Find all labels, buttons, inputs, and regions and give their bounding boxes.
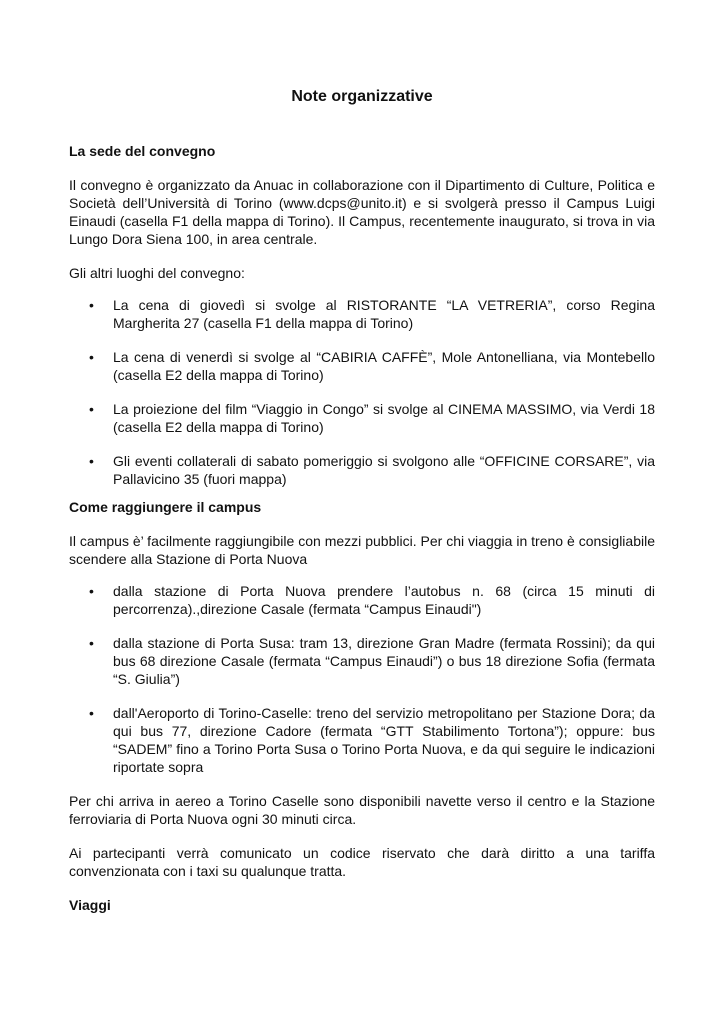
list-item-text: dall'Aeroporto di Torino-Caselle: treno del servizio metropolitano per Stazione Dora; da qui bus 77, direzione Cadore (fermata “GTT Stabilimento Tortona”); oppure: bus “SADEM” fino a Torino Porta Susa o Torino Porta Nuova, e da qui seguire le indicazioni riportate sopra: [113, 705, 655, 775]
bullet-icon: •: [89, 635, 94, 651]
directions-paragraph: Il campus è’ facilmente raggiungibile con mezzi pubblici. Per chi viaggia in treno è consigliabile scendere alla Stazione di Porta Nuova: [69, 533, 655, 567]
section-heading-directions: Come raggiungere il campus: [69, 499, 262, 515]
bullet-icon: •: [89, 349, 94, 365]
page-title: Note organizzative: [291, 88, 433, 105]
list-item-text: dalla stazione di Porta Nuova prendere l’autobus n. 68 (circa 15 minuti di percorrenza).,direzione Casale (fermata “Campus Einaudi"): [113, 583, 655, 617]
list-item-text: dalla stazione di Porta Susa: tram 13, direzione Gran Madre (fermata Rossini); da qui bus 68 direzione Casale (fermata “Campus Einaudi”) o bus 18 direzione Sofia (fermata “S. Giulia”): [113, 635, 655, 687]
list-item-text: Gli eventi collaterali di sabato pomeriggio si svolgono alle “OFFICINE CORSARE”, via Pallavicino 35 (fuori mappa): [113, 453, 655, 487]
locations-list: [69, 296, 655, 488]
list-item-text: La proiezione del film “Viaggio in Congo” si svolge al CINEMA MASSIMO, via Verdi 18 (casella E2 della mappa di Torino): [113, 401, 655, 435]
other-locations-intro: Gli altri luoghi del convegno:: [69, 265, 245, 281]
list-item: [69, 634, 655, 688]
list-item: [69, 452, 655, 488]
list-item: [69, 348, 655, 384]
shuttle-paragraph: Per chi arriva in aereo a Torino Caselle sono disponibili navette verso il centro e la Stazione ferroviaria di Porta Nuova ogni 30 minuti circa.: [69, 793, 655, 827]
bullet-icon: •: [89, 401, 94, 417]
bullet-icon: •: [89, 583, 94, 599]
list-item: [69, 400, 655, 436]
list-item: [69, 582, 655, 618]
venue-paragraph: Il convegno è organizzato da Anuac in collaborazione con il Dipartimento di Culture, Politica e Società dell’Università di Torino (www.dcps@unito.it) e si svolgerà presso il Campus Luigi Einaudi (casella F1 della mappa di Torino). Il Campus, recentemente inaugurato, si trova in via Lungo Dora Siena 100, in area centrale.: [69, 177, 655, 247]
directions-list: [69, 582, 655, 776]
bullet-icon: •: [89, 705, 94, 721]
list-item-text: La cena di venerdì si svolge al “CABIRIA CAFFÈ”, Mole Antonelliana, via Montebello (casella E2 della mappa di Torino): [113, 349, 655, 383]
bullet-icon: •: [89, 453, 94, 469]
list-item-text: La cena di giovedì si svolge al RISTORANTE “LA VETRERIA”, corso Regina Margherita 27 (casella F1 della mappa di Torino): [113, 297, 655, 331]
bullet-icon: •: [89, 297, 94, 313]
list-item: [69, 704, 655, 776]
list-item: [69, 296, 655, 332]
section-heading-venue: La sede del convegno: [69, 143, 216, 159]
taxi-paragraph: Ai partecipanti verrà comunicato un codice riservato che darà diritto a una tariffa convenzionata con i taxi su qualunque tratta.: [69, 845, 655, 879]
section-heading-travel: Viaggi: [69, 897, 111, 913]
document-body: [69, 142, 655, 914]
